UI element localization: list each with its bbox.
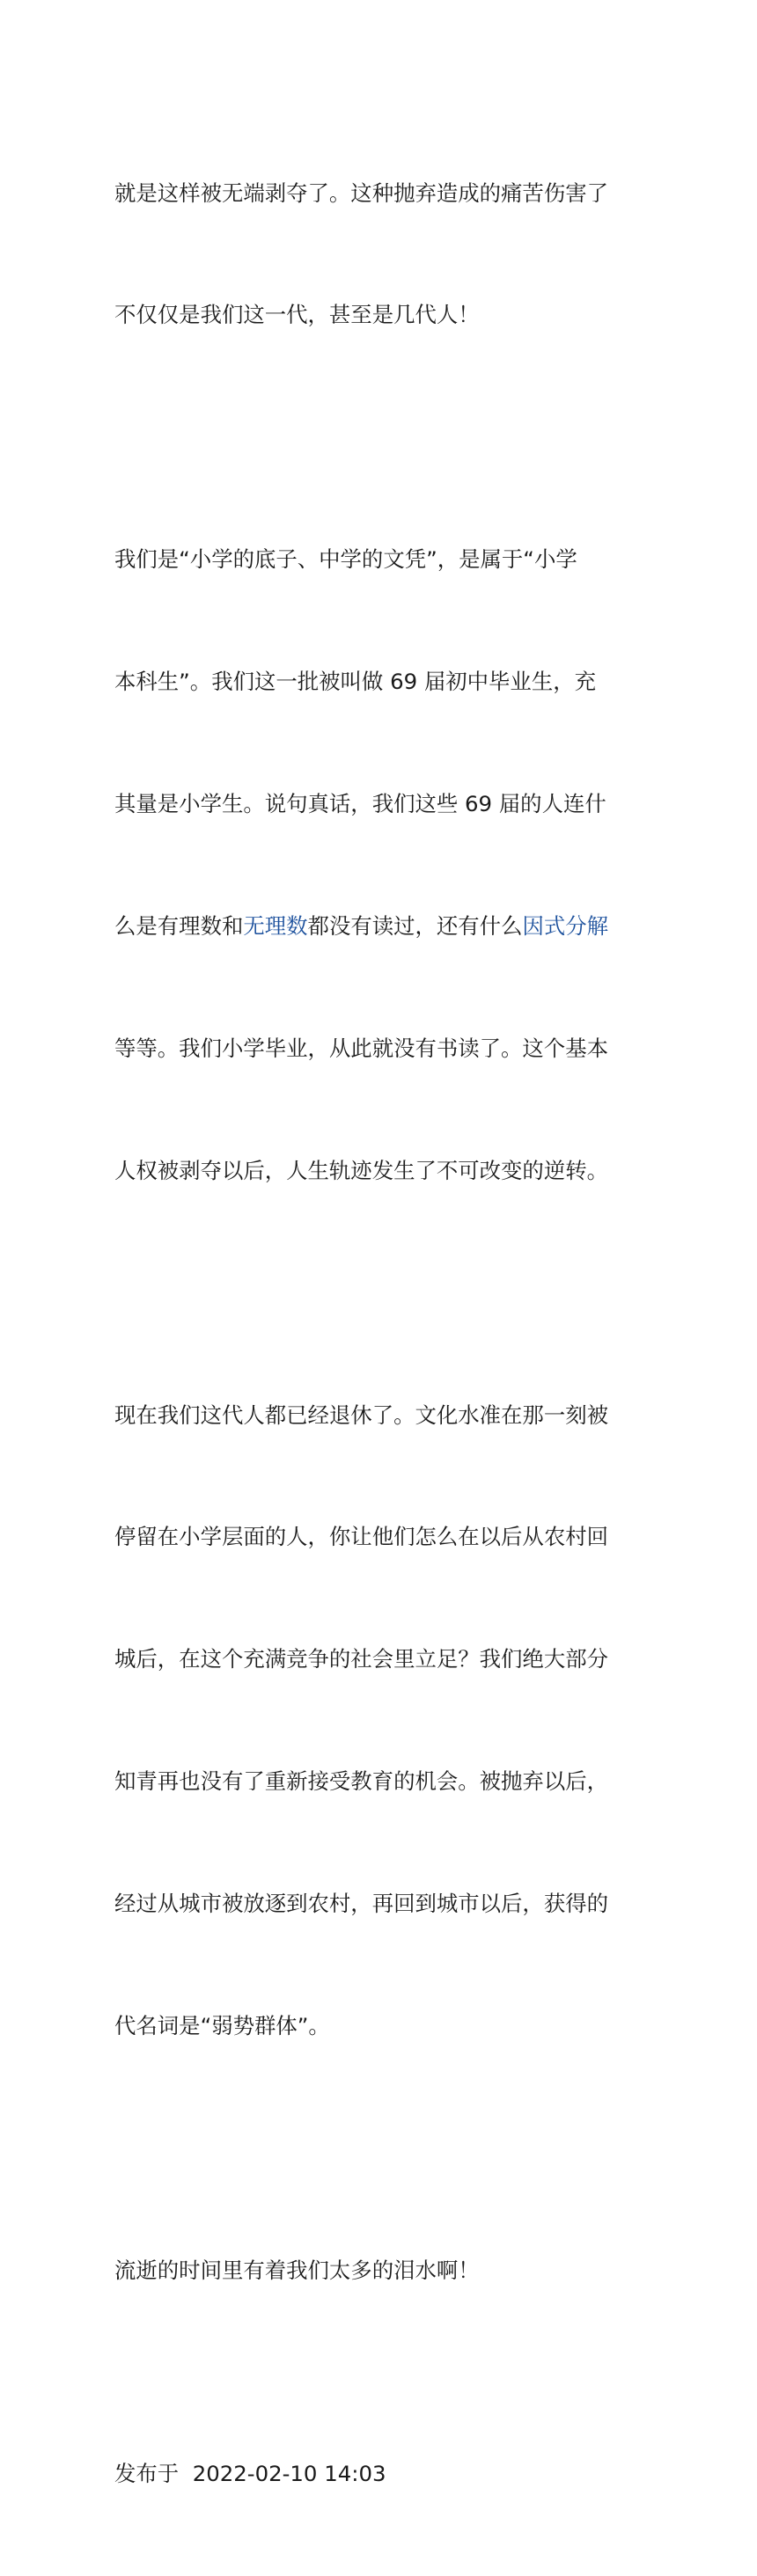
text-segment: 都没有读过，还有什么 bbox=[307, 912, 523, 939]
text-line: 现在我们这代人都已经退休了。文化水准在那一刻被 bbox=[114, 1401, 608, 1428]
text-line: 等等。我们小学毕业，从此就没有书读了。这个基本 bbox=[114, 1035, 608, 1061]
text-line: 流逝的时间里有着我们太多的泪水啊！ bbox=[114, 2257, 480, 2283]
text-line: 人权被剥夺以后，人生轨迹发生了不可改变的逆转。 bbox=[114, 1157, 608, 1183]
article-body bbox=[114, 91, 646, 2576]
text-line: 知青再也没有了重新接受教育的机会。被抛弃以后， bbox=[114, 1768, 608, 1795]
text-line: 代名词是“弱势群体”。 bbox=[114, 2012, 330, 2038]
link-factorization[interactable]: 因式分解 bbox=[522, 912, 609, 939]
published-time: 2022-02-10 14:03 bbox=[192, 2461, 386, 2487]
text-line: 我们是“小学的底子、中学的文凭”，是属于“小学 bbox=[114, 546, 577, 573]
text-line: 本科生”。我们这一批被叫做 69 届初中毕业生，充 bbox=[114, 669, 596, 695]
text-line: 停留在小学层面的人，你让他们怎么在以后从农村回 bbox=[114, 1524, 608, 1550]
link-irrational-number[interactable]: 无理数 bbox=[243, 912, 308, 939]
text-line: 经过从城市被放逐到农村，再回到城市以后，获得的 bbox=[114, 1891, 608, 1917]
publish-line bbox=[114, 2454, 646, 2494]
text-line: 城后，在这个充满竞争的社会里立足？我们绝大部分 bbox=[114, 1646, 608, 1672]
paragraph-1 bbox=[114, 91, 646, 417]
paragraph-2 bbox=[114, 458, 646, 1273]
published-label: 发布于 bbox=[114, 2461, 180, 2487]
text-segment: 么是有理数和 bbox=[114, 912, 244, 939]
publish-info bbox=[114, 2373, 646, 2576]
text-line: 就是这样被无端剥夺了。这种抛弃造成的痛苦伤害了 bbox=[114, 179, 608, 206]
text-line: 不仅仅是我们这一代，甚至是几代人！ bbox=[114, 302, 480, 328]
text-line bbox=[114, 906, 646, 947]
paragraph-3 bbox=[114, 1314, 646, 2128]
text-line: 其量是小学生。说句真话，我们这些 69 届的人连什 bbox=[114, 791, 606, 817]
paragraph-4 bbox=[114, 2169, 646, 2372]
